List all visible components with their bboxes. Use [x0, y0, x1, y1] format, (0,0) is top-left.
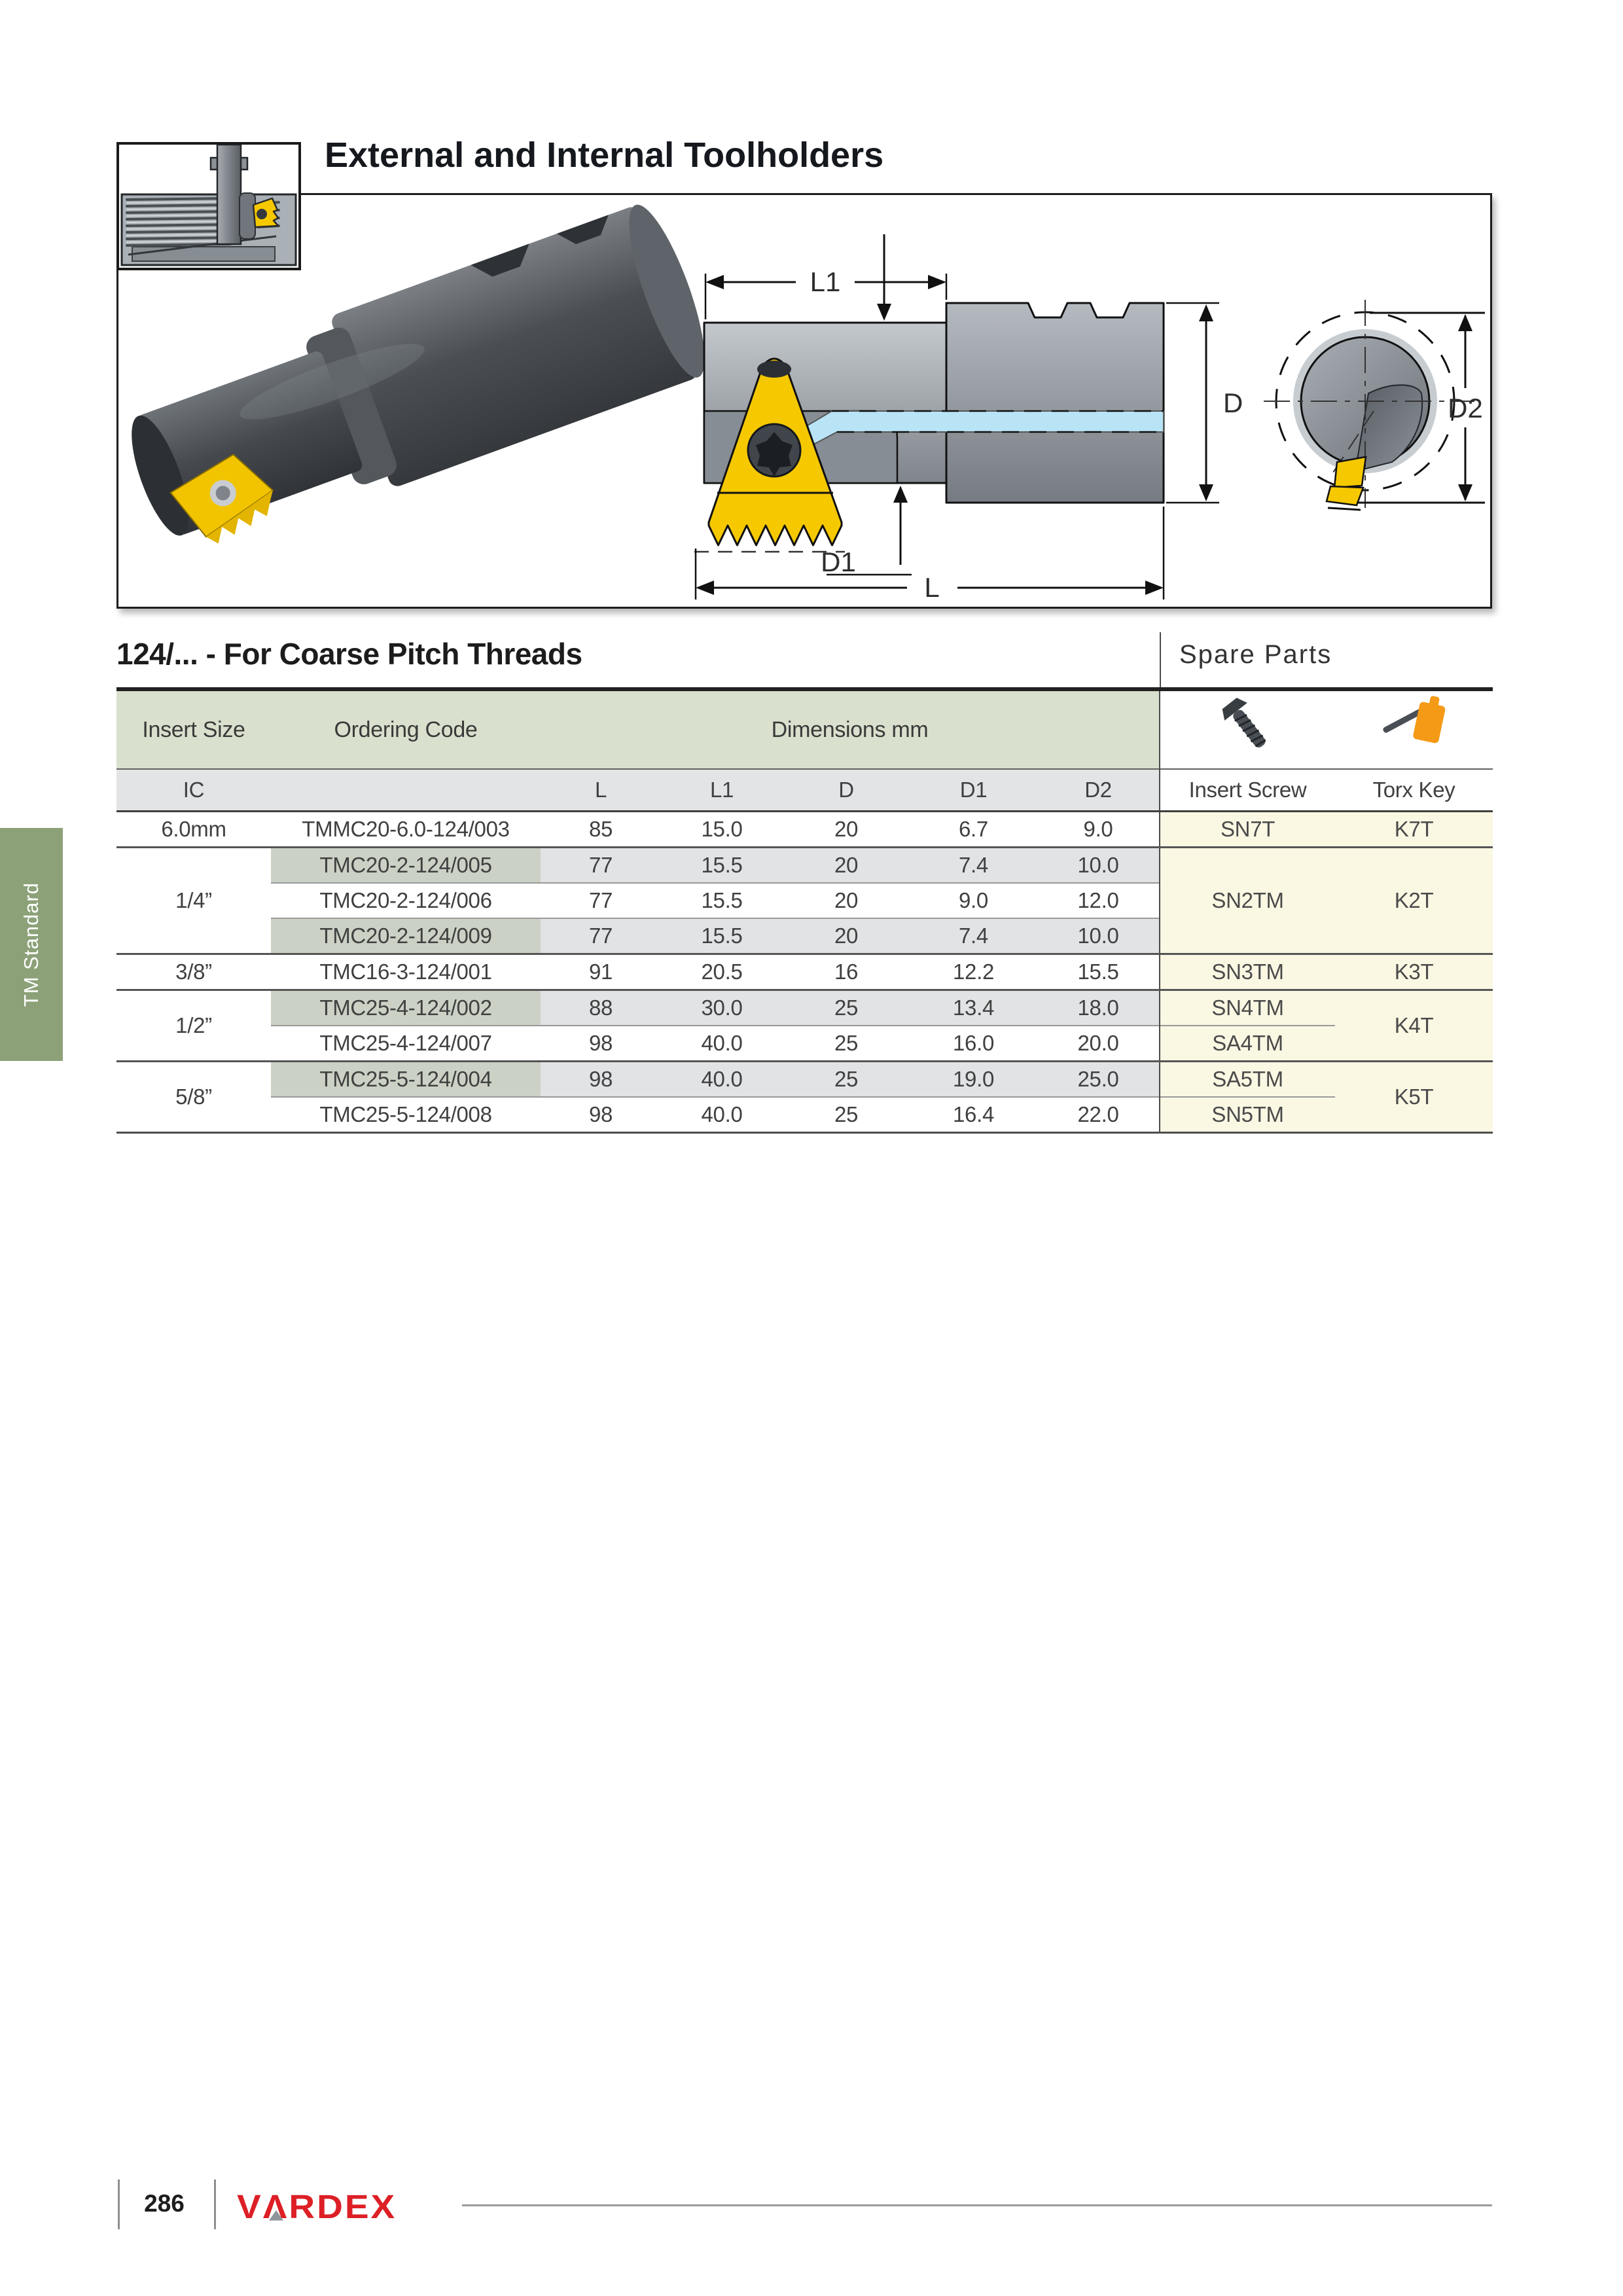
- col-header-blank: [271, 769, 541, 812]
- cell-l1: 15.0: [661, 812, 783, 848]
- col-header-l1: L1: [661, 769, 783, 812]
- logo-letter-a: Λ: [262, 2187, 289, 2225]
- product-table: [116, 687, 1493, 1134]
- cell-l: 98: [541, 1062, 661, 1098]
- cell-ordering-code: TMC20-2-124/005: [271, 848, 541, 884]
- cell-l: 85: [541, 812, 661, 848]
- logo-letter-v: V: [237, 2187, 263, 2225]
- cell-insert-size: 3/8”: [116, 954, 271, 990]
- vardex-logo: [237, 2187, 397, 2226]
- cell-d1: 6.7: [910, 812, 1037, 848]
- cell-d1: 16.0: [910, 1026, 1037, 1062]
- page-number: 286: [144, 2190, 185, 2217]
- table-row: [116, 1026, 1493, 1062]
- cell-d2: 10.0: [1037, 918, 1160, 954]
- cell-l: 98: [541, 1026, 661, 1062]
- dim-label-l: L: [924, 572, 940, 603]
- side-view-drawing-icon: [694, 234, 1219, 600]
- cell-torx-key: K7T: [1335, 812, 1493, 848]
- cell-insert-screw: SN5TM: [1160, 1097, 1335, 1133]
- cell-torx-key: K4T: [1335, 990, 1493, 1062]
- footer-rule: [462, 2204, 1492, 2206]
- cell-insert-screw: SA5TM: [1160, 1062, 1335, 1098]
- cell-d1: 9.0: [910, 883, 1037, 918]
- cell-insert-size: 1/2”: [116, 990, 271, 1062]
- cell-l1: 40.0: [661, 1062, 783, 1098]
- cell-insert-size: 1/4”: [116, 848, 271, 954]
- cell-l1: 15.5: [661, 848, 783, 884]
- col-header-dimensions: Dimensions mm: [541, 689, 1160, 769]
- cell-d: 16: [783, 954, 910, 990]
- table-row: [116, 848, 1493, 884]
- table-row: [116, 812, 1493, 848]
- cell-ordering-code: TMC16-3-124/001: [271, 954, 541, 990]
- cell-d1: 7.4: [910, 918, 1037, 954]
- cell-insert-screw: SN2TM: [1160, 848, 1335, 954]
- cell-d2: 20.0: [1037, 1026, 1160, 1062]
- internal-threading-thumbnail-icon: [116, 142, 301, 270]
- spare-parts-divider: [1160, 632, 1161, 687]
- cell-l1: 40.0: [661, 1026, 783, 1062]
- cell-d2: 15.5: [1037, 954, 1160, 990]
- cell-ordering-code: TMC25-5-124/008: [271, 1097, 541, 1133]
- cell-insert-size: 6.0mm: [116, 812, 271, 848]
- section-title: 124/... - For Coarse Pitch Threads: [116, 637, 582, 671]
- dim-label-d1: D1: [821, 547, 856, 577]
- cell-d1: 19.0: [910, 1062, 1037, 1098]
- cell-ordering-code: TMMC20-6.0-124/003: [271, 812, 541, 848]
- col-header-ic: IC: [116, 769, 271, 812]
- col-header-d1: D1: [910, 769, 1037, 812]
- cell-l: 98: [541, 1097, 661, 1133]
- logo-letters-rest: RDEX: [289, 2187, 397, 2225]
- sidebar-tab-tm-standard: [0, 828, 63, 1061]
- cell-l: 88: [541, 990, 661, 1026]
- cell-insert-screw: SN7T: [1160, 812, 1335, 848]
- insert-screw-icon: [1209, 694, 1287, 760]
- table-row: [116, 1097, 1493, 1133]
- cell-d1: 13.4: [910, 990, 1037, 1026]
- cell-d: 25: [783, 1026, 910, 1062]
- cell-torx-key: K5T: [1335, 1062, 1493, 1133]
- cell-insert-size: 5/8”: [116, 1062, 271, 1133]
- spare-parts-title: Spare Parts: [1179, 640, 1332, 669]
- dim-label-d2: D2: [1448, 393, 1483, 423]
- cell-l1: 30.0: [661, 990, 783, 1026]
- footer-divider-right: [214, 2179, 216, 2229]
- logo-triangle-icon: [269, 2210, 283, 2221]
- page-title: External and Internal Toolholders: [325, 135, 884, 175]
- cell-d2: 18.0: [1037, 990, 1160, 1026]
- cell-ordering-code: TMC25-4-124/007: [271, 1026, 541, 1062]
- col-header-torx-key: Torx Key: [1335, 769, 1493, 812]
- cell-d2: 12.0: [1037, 883, 1160, 918]
- col-header-d: D: [783, 769, 910, 812]
- cell-l1: 15.5: [661, 918, 783, 954]
- cell-d: 25: [783, 1062, 910, 1098]
- cell-d1: 12.2: [910, 954, 1037, 990]
- col-header-d2: D2: [1037, 769, 1160, 812]
- sidebar-tab-label: TM Standard: [20, 882, 43, 1007]
- col-header-l: L: [541, 769, 661, 812]
- footer-divider-left: [118, 2179, 120, 2229]
- insert-screw-photo-cell: [1160, 689, 1335, 769]
- cell-torx-key: K2T: [1335, 848, 1493, 954]
- cell-ordering-code: TMC25-4-124/002: [271, 990, 541, 1026]
- table-row: [116, 1062, 1493, 1098]
- cell-d: 25: [783, 990, 910, 1026]
- cell-ordering-code: TMC20-2-124/009: [271, 918, 541, 954]
- cell-insert-screw: SN4TM: [1160, 990, 1335, 1026]
- cell-d: 20: [783, 812, 910, 848]
- table-row: [116, 990, 1493, 1026]
- cell-l: 77: [541, 918, 661, 954]
- cell-l: 77: [541, 848, 661, 884]
- cell-d2: 25.0: [1037, 1062, 1160, 1098]
- cell-l1: 40.0: [661, 1097, 783, 1133]
- cell-d1: 16.4: [910, 1097, 1037, 1133]
- cell-d2: 10.0: [1037, 848, 1160, 884]
- cell-l: 91: [541, 954, 661, 990]
- cell-d: 20: [783, 883, 910, 918]
- cell-l: 77: [541, 883, 661, 918]
- torx-key-photo-cell: [1335, 689, 1493, 769]
- cell-d1: 7.4: [910, 848, 1037, 884]
- dim-label-l1: L1: [810, 266, 841, 297]
- col-header-insert-screw: Insert Screw: [1160, 769, 1335, 812]
- cell-d: 25: [783, 1097, 910, 1133]
- cell-d: 20: [783, 848, 910, 884]
- cell-ordering-code: TMC25-5-124/004: [271, 1062, 541, 1098]
- technical-drawing-panel: [116, 193, 1492, 609]
- col-header-ordering-code: Ordering Code: [271, 689, 541, 769]
- cell-insert-screw: SN3TM: [1160, 954, 1335, 990]
- table-row: [116, 954, 1493, 990]
- cell-ordering-code: TMC20-2-124/006: [271, 883, 541, 918]
- cell-d2: 22.0: [1037, 1097, 1160, 1133]
- cell-d2: 9.0: [1037, 812, 1160, 848]
- cell-d: 20: [783, 918, 910, 954]
- torx-key-icon: [1372, 694, 1457, 760]
- col-header-insert-size: Insert Size: [116, 689, 271, 769]
- cell-insert-screw: SA4TM: [1160, 1026, 1335, 1062]
- dim-label-d: D: [1223, 387, 1243, 418]
- cell-l1: 20.5: [661, 954, 783, 990]
- cell-l1: 15.5: [661, 883, 783, 918]
- cell-torx-key: K3T: [1335, 954, 1493, 990]
